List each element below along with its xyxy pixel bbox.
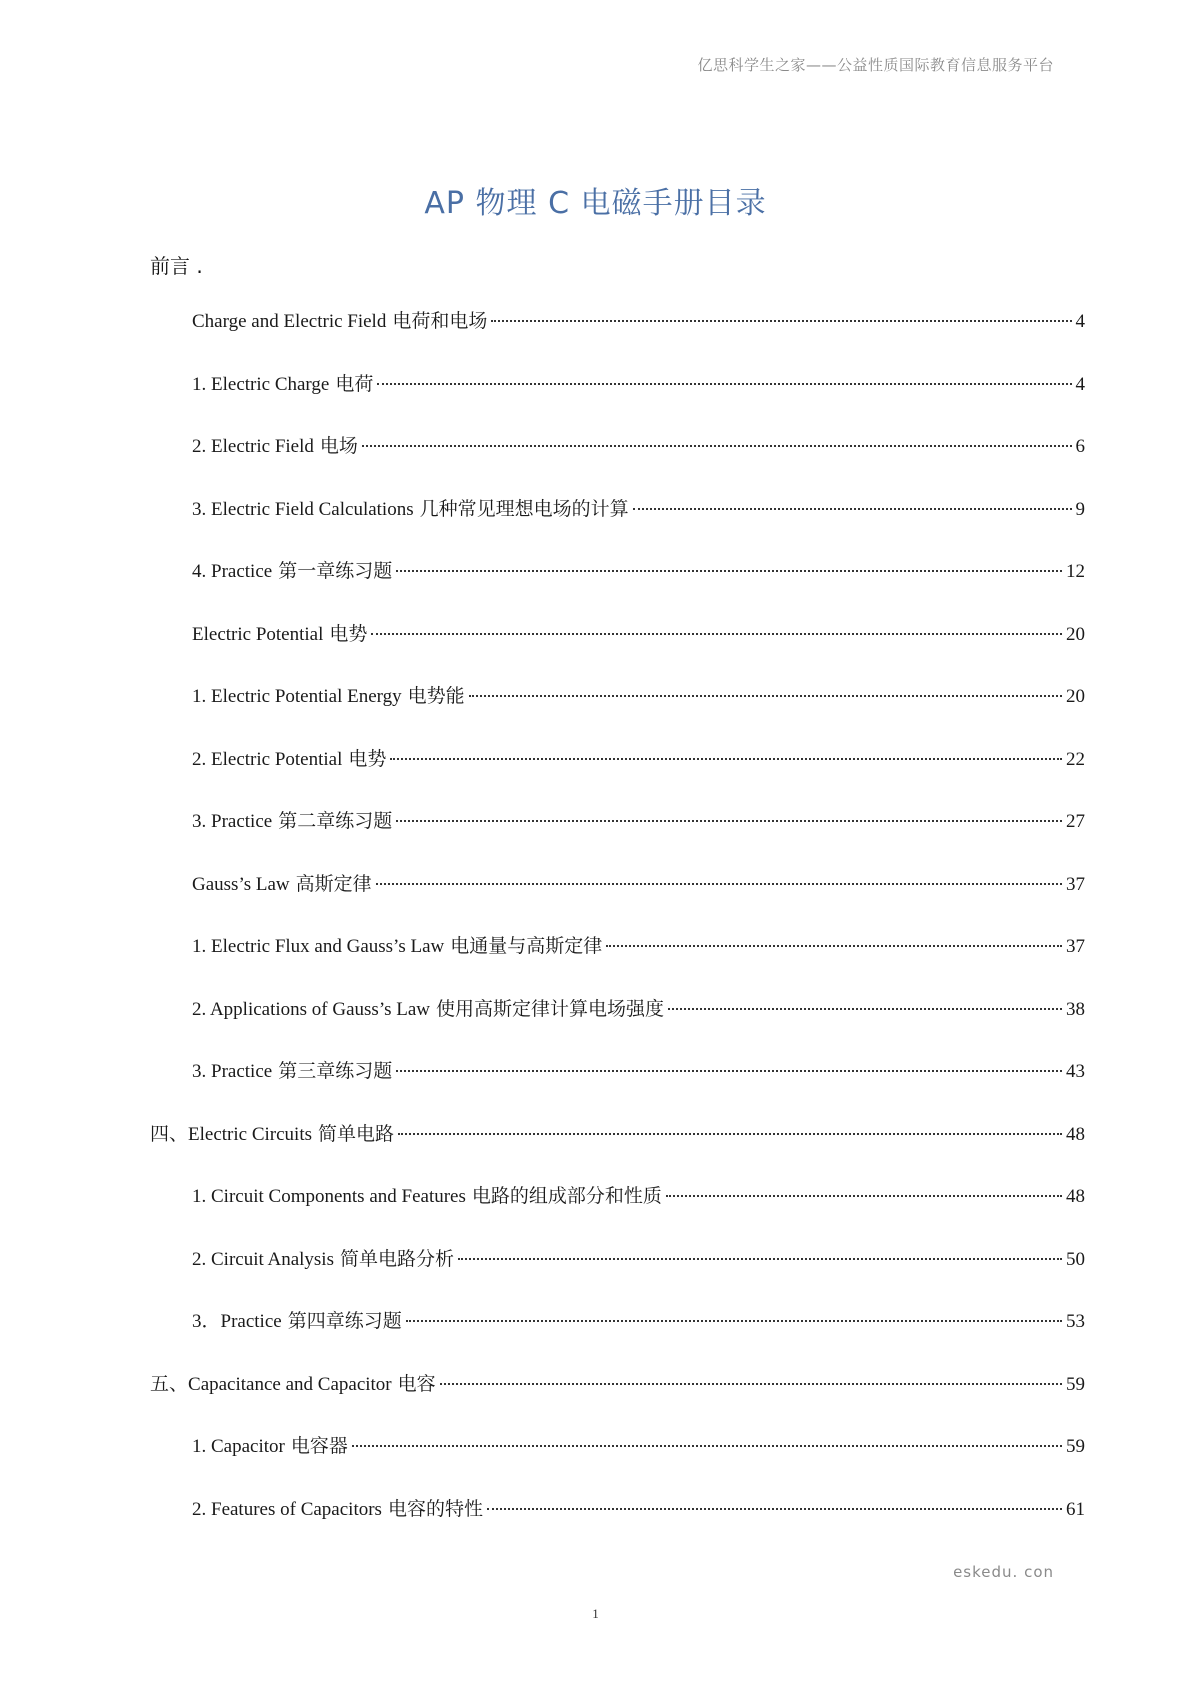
toc-entry[interactable]: [150, 1246, 1085, 1309]
toc-entry-chinese: 第二章练习题: [278, 810, 393, 832]
toc-entry-page: 27: [1066, 811, 1085, 832]
toc-entry-chinese: 电荷和电场: [392, 310, 488, 332]
toc-entry-label: [150, 871, 372, 898]
toc-entry[interactable]: [150, 683, 1085, 746]
toc-entry-english: 2. Applications of Gauss’s Law: [192, 998, 431, 1020]
toc-entry-label: [150, 1308, 402, 1335]
toc-entry[interactable]: [150, 1121, 1085, 1184]
toc-entry-english: 2. Features of Capacitors: [192, 1498, 382, 1520]
toc-entry-label: [150, 683, 465, 710]
toc-entry-english: 3. Practice: [192, 811, 273, 832]
toc-entry-page: 6: [1075, 436, 1085, 457]
toc-entry-english: Charge and Electric Field: [192, 311, 387, 332]
toc-entry-english: 3．Practice: [192, 1311, 282, 1332]
toc-entry-english: 1. Electric Flux and Gauss’s Law: [192, 936, 445, 957]
toc-entry[interactable]: [150, 1496, 1085, 1559]
toc-entry-chinese: 电势: [348, 747, 387, 770]
toc-entry[interactable]: [150, 746, 1085, 809]
toc-entry-page: 48: [1066, 1186, 1085, 1207]
dot-leader: [398, 1132, 1062, 1135]
toc-entry-page: 61: [1066, 1498, 1085, 1520]
toc-entry-chinese: 电通量与高斯定律: [450, 935, 603, 957]
toc-entry-chinese: 电容: [397, 1372, 436, 1395]
toc-entry-english: Gauss’s Law: [192, 873, 290, 895]
toc-entry[interactable]: [150, 871, 1085, 934]
toc-entry[interactable]: [150, 433, 1085, 496]
toc-entry-english: Electric Circuits: [188, 1123, 312, 1145]
toc-entry-label: [150, 1496, 483, 1523]
toc-entry-label: [150, 371, 373, 398]
toc-entry-page: 48: [1066, 1123, 1085, 1145]
toc-entry-page: 43: [1066, 1061, 1085, 1082]
table-of-contents: [150, 308, 1085, 1558]
dot-leader: [376, 882, 1062, 885]
dot-leader: [469, 694, 1062, 697]
toc-entry-label: [150, 1058, 392, 1085]
toc-entry[interactable]: [150, 808, 1085, 871]
toc-entry-page: 9: [1075, 498, 1085, 520]
toc-entry-english: 1. Circuit Components and Features: [192, 1186, 466, 1207]
toc-entry-page: 20: [1066, 623, 1085, 645]
toc-entry-english: Electric Potential: [192, 623, 324, 645]
toc-entry-page: 4: [1075, 311, 1085, 332]
dot-leader: [406, 1319, 1062, 1322]
toc-entry[interactable]: [150, 1308, 1085, 1371]
dot-leader: [377, 382, 1071, 385]
toc-entry-page: 22: [1066, 748, 1085, 770]
toc-entry-prefix: 四、: [150, 1122, 189, 1145]
toc-entry-chinese: 第四章练习题: [287, 1310, 402, 1332]
toc-entry-page: 38: [1066, 998, 1085, 1020]
toc-entry[interactable]: [150, 1433, 1085, 1496]
toc-entry-label: [150, 1183, 662, 1210]
toc-entry-label: [150, 1121, 394, 1148]
toc-entry[interactable]: [150, 621, 1085, 684]
dot-leader: [606, 944, 1062, 947]
toc-entry-label: [150, 308, 487, 335]
toc-entry-label: [150, 1246, 454, 1273]
toc-entry-chinese: 电容的特性: [387, 1497, 483, 1520]
toc-entry[interactable]: [150, 996, 1085, 1059]
dot-leader: [487, 1507, 1062, 1510]
toc-entry-label: [150, 996, 664, 1023]
toc-entry-chinese: 高斯定律: [295, 872, 372, 895]
toc-entry-english: 2. Electric Field: [192, 436, 314, 457]
toc-entry-chinese: 电势: [329, 622, 368, 645]
toc-entry-chinese: 电场: [319, 435, 358, 457]
toc-entry-label: [150, 621, 367, 648]
toc-entry-page: 50: [1066, 1248, 1085, 1270]
toc-entry-chinese: 电荷: [335, 372, 374, 395]
document-title: AP 物理 C 电磁手册目录: [424, 186, 767, 221]
toc-entry[interactable]: [150, 1183, 1085, 1246]
toc-entry[interactable]: [150, 933, 1085, 996]
toc-entry-chinese: 简单电路分析: [339, 1247, 454, 1270]
dot-leader: [491, 319, 1071, 322]
toc-entry-english: 1. Electric Charge: [192, 373, 330, 395]
toc-entry-page: 4: [1075, 373, 1085, 395]
toc-entry-label: [150, 808, 392, 835]
toc-entry-chinese: 简单电路: [318, 1122, 395, 1145]
dot-leader: [396, 569, 1062, 572]
toc-entry-label: [150, 558, 392, 585]
toc-entry-chinese: 电势能: [407, 685, 465, 707]
toc-entry-page: 59: [1066, 1436, 1085, 1457]
dot-leader: [396, 1069, 1062, 1072]
toc-entry-english: 2. Circuit Analysis: [192, 1248, 334, 1270]
toc-entry-chinese: 第一章练习题: [278, 560, 393, 582]
toc-entry-label: [150, 1371, 436, 1398]
site-header: 亿思科学生之家——公益性质国际教育信息服务平台: [697, 56, 1054, 74]
dot-leader: [440, 1382, 1062, 1385]
toc-entry[interactable]: [150, 1058, 1085, 1121]
toc-entry-chinese: 几种常见理想电场的计算: [419, 497, 629, 520]
dot-leader: [668, 1007, 1062, 1010]
toc-entry-page: 12: [1066, 561, 1085, 582]
toc-entry-english: 4. Practice: [192, 561, 273, 582]
toc-entry-english: 1. Electric Potential Energy: [192, 686, 402, 707]
dot-leader: [396, 819, 1062, 822]
toc-entry-chinese: 电容器: [290, 1435, 348, 1457]
toc-entry-english: 1. Capacitor: [192, 1436, 285, 1457]
toc-entry[interactable]: [150, 308, 1085, 371]
toc-entry-label: [150, 746, 386, 773]
toc-entry-chinese: 使用高斯定律计算电场强度: [436, 997, 665, 1020]
toc-entry[interactable]: [150, 1371, 1085, 1434]
toc-entry-english: Capacitance and Capacitor: [188, 1373, 392, 1395]
footer-site: eskedu. con: [953, 1563, 1054, 1581]
toc-entry-english: 3. Practice: [192, 1061, 273, 1082]
toc-entry-chinese: 电路的组成部分和性质: [471, 1185, 662, 1207]
toc-entry-chinese: 第三章练习题: [278, 1060, 393, 1082]
dot-leader: [666, 1194, 1062, 1197]
dot-leader: [390, 757, 1062, 760]
toc-entry-page: 37: [1066, 936, 1085, 957]
toc-entry-label: [150, 933, 602, 960]
toc-entry-page: 53: [1066, 1311, 1085, 1332]
dot-leader: [371, 632, 1062, 635]
dot-leader: [362, 444, 1072, 447]
toc-entry-prefix: 五、: [150, 1372, 189, 1395]
preface-heading: 前言 .: [150, 254, 203, 278]
page-number: 1: [592, 1606, 599, 1621]
toc-entry[interactable]: [150, 496, 1085, 559]
dot-leader: [458, 1257, 1062, 1260]
toc-entry-label: [150, 433, 358, 460]
toc-entry[interactable]: [150, 558, 1085, 621]
toc-entry-english: 2. Electric Potential: [192, 748, 343, 770]
dot-leader: [633, 507, 1072, 510]
toc-entry-page: 59: [1066, 1373, 1085, 1395]
toc-entry-page: 37: [1066, 873, 1085, 895]
toc-entry-page: 20: [1066, 686, 1085, 707]
toc-entry[interactable]: [150, 371, 1085, 434]
toc-entry-label: [150, 1433, 348, 1460]
toc-entry-label: [150, 496, 629, 523]
toc-entry-english: 3. Electric Field Calculations: [192, 498, 414, 520]
dot-leader: [352, 1444, 1062, 1447]
